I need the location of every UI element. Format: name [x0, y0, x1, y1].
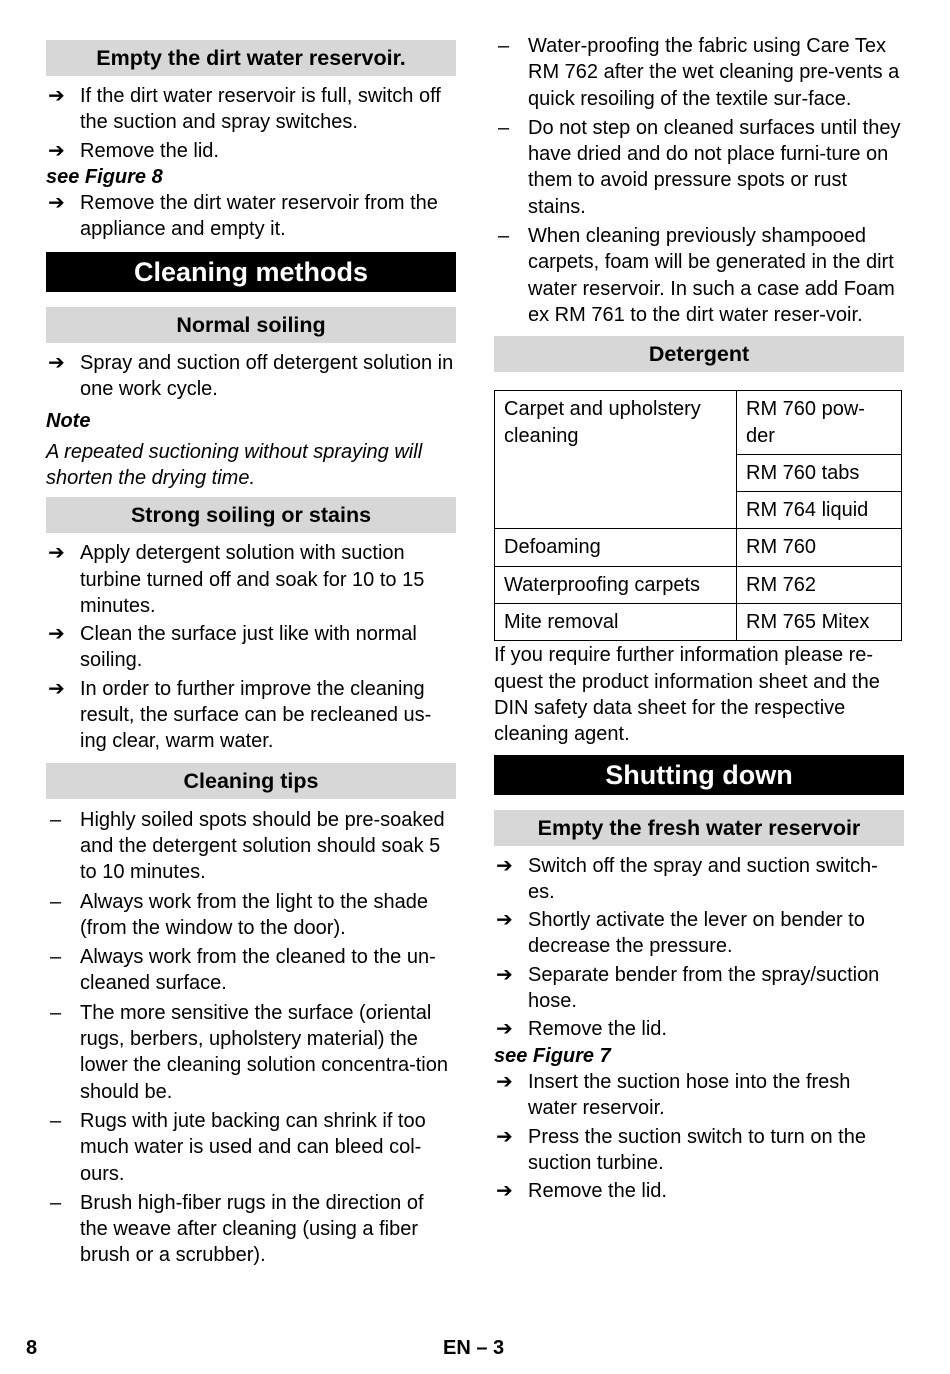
arrow-icon: ➔: [48, 351, 65, 374]
list-item: ➔ Switch off the spray and suction switch-es.: [496, 854, 878, 903]
list-item: ➔ In order to further improve the cleaning result, the surface can be recleaned us-ing clear, warm water.: [48, 677, 432, 753]
list-item: – Rugs with jute backing can shrink if too much water is used and can bleed col-ours.: [50, 1109, 426, 1185]
list-item: ➔ Remove the lid.: [494, 1016, 904, 1042]
list-item: – Always work from the light to the shade (from the window to the door).: [50, 890, 428, 939]
table-row: [495, 391, 902, 455]
empty-fresh-steps: [494, 853, 904, 1043]
dash-bullet: –: [498, 116, 510, 139]
list-item: – When cleaning previously shampooed carpets, foam will be generated in the dirt water reservoir. In such a case add Foam ex RM 761 to the dirt water reser-voir.: [498, 225, 895, 326]
strong-soiling-heading: Strong soiling or stains: [46, 497, 456, 533]
list-item: – Water-proofing the fabric using Care Tex RM 762 after the wet cleaning pre-vents a quick resoiling of the textile sur-face.: [498, 35, 900, 110]
table-cell: Defoaming: [495, 529, 737, 566]
normal-soiling-heading: Normal soiling: [46, 307, 456, 343]
arrow-icon: ➔: [48, 192, 65, 215]
table-cell: Waterproofing carpets: [495, 566, 737, 603]
list-item: ➔ Apply detergent solution with suction turbine turned off and soak for 10 to 15 minutes.: [48, 542, 425, 617]
list-item: ➔ If the dirt water reservoir is full, switch off the suction and spray switches.: [48, 85, 441, 134]
dash-bullet: –: [50, 1109, 62, 1132]
list-item: ➔ Clean the surface just like with normal soiling.: [48, 623, 417, 672]
table-cell: RM 765 Mitex: [737, 604, 902, 641]
language-page-label: EN – 3: [443, 1337, 505, 1359]
table-cell: RM 762: [737, 566, 902, 603]
cleaning-tips-continued: [494, 33, 904, 328]
list-item: – Highly soiled spots should be pre-soaked and the detergent solution should soak 5 to 10 minutes.: [50, 808, 445, 884]
list-item: – Do not step on cleaned surfaces until they have dried and do not place furni-ture on them to avoid pressure spots or rust stains.: [498, 116, 901, 218]
table-row: [495, 604, 902, 641]
arrow-icon: ➔: [496, 1070, 513, 1093]
list-item: ➔ Press the suction switch to turn on the suction turbine.: [496, 1125, 866, 1174]
shutting-down-heading: Shutting down: [494, 755, 904, 795]
figure-reference: see Figure 8: [46, 165, 163, 188]
empty-fresh-steps-2: [494, 1069, 904, 1204]
cleaning-tips-heading: Cleaning tips: [46, 763, 456, 799]
list-item: ➔ Remove the lid.: [46, 138, 456, 164]
list-item: ➔ Spray and suction off detergent solution in one work cycle.: [48, 351, 454, 401]
arrow-icon: ➔: [48, 623, 65, 646]
table-cell: RM 764 liquid: [737, 492, 902, 529]
empty-dirt-steps: [46, 83, 456, 164]
dash-bullet: –: [50, 1001, 62, 1024]
table-cell: Carpet and upholstery cleaning: [495, 391, 737, 529]
arrow-icon: ➔: [496, 963, 513, 986]
arrow-icon: ➔: [48, 85, 65, 107]
right-column: [494, 33, 904, 1204]
cleaning-methods-heading: Cleaning methods: [46, 252, 456, 292]
info-text: If you require further information please re-quest the product information sheet and the DIN safety data sheet for the respective cleaning agent.: [494, 644, 880, 746]
arrow-icon: ➔: [496, 854, 513, 877]
table-cell: RM 760 pow-der: [737, 391, 902, 455]
note-text: A repeated suctioning without spraying will shorten the drying time.: [46, 440, 423, 489]
dash-bullet: –: [50, 890, 62, 913]
list-item: ➔ Shortly activate the lever on bender to decrease the pressure.: [496, 909, 865, 958]
empty-dirt-heading: Empty the dirt water reservoir.: [46, 40, 456, 76]
arrow-icon: ➔: [496, 1125, 513, 1148]
dash-bullet: –: [498, 225, 510, 248]
list-item: – The more sensitive the surface (oriental rugs, berbers, upholstery material) the lower the cleaning solution concentra-tion should be.: [50, 1001, 448, 1103]
page-number: 8: [26, 1337, 38, 1359]
empty-fresh-heading: Empty the fresh water reservoir: [494, 810, 904, 846]
list-item: – Always work from the cleaned to the un-cleaned surface.: [50, 946, 436, 995]
table-row: [495, 566, 902, 603]
arrow-icon: ➔: [496, 1180, 513, 1203]
note-label: Note: [46, 410, 91, 433]
list-item: ➔ Separate bender from the spray/suction hose.: [496, 963, 880, 1013]
arrow-icon: ➔: [48, 139, 65, 162]
list-item: ➔ Remove the dirt water reservoir from the appliance and empty it.: [48, 192, 438, 241]
list-item: ➔ Insert the suction hose into the fresh water reservoir.: [496, 1070, 851, 1120]
arrow-icon: ➔: [48, 542, 65, 565]
list-item: ➔ Remove the lid.: [494, 1178, 904, 1204]
table-row: [495, 529, 902, 566]
left-column: [46, 40, 456, 1269]
dash-bullet: –: [50, 1191, 62, 1214]
table-cell: RM 760 tabs: [737, 454, 902, 491]
arrow-icon: ➔: [48, 677, 65, 700]
dash-bullet: –: [50, 946, 62, 969]
dash-bullet: –: [498, 35, 510, 57]
arrow-icon: ➔: [496, 1018, 513, 1041]
dash-bullet: –: [50, 808, 62, 831]
table-cell: Mite removal: [495, 604, 737, 641]
strong-soiling-steps: [46, 540, 456, 754]
figure-reference: see Figure 7: [494, 1044, 611, 1067]
detergent-table: [494, 390, 902, 641]
table-cell: RM 760: [737, 529, 902, 566]
detergent-heading: Detergent: [494, 336, 904, 372]
cleaning-tips-list: [46, 807, 456, 1269]
arrow-icon: ➔: [496, 909, 513, 932]
list-item: – Brush high-fiber rugs in the direction of the weave after cleaning (using a fiber brush or a scrubber).: [50, 1191, 424, 1267]
